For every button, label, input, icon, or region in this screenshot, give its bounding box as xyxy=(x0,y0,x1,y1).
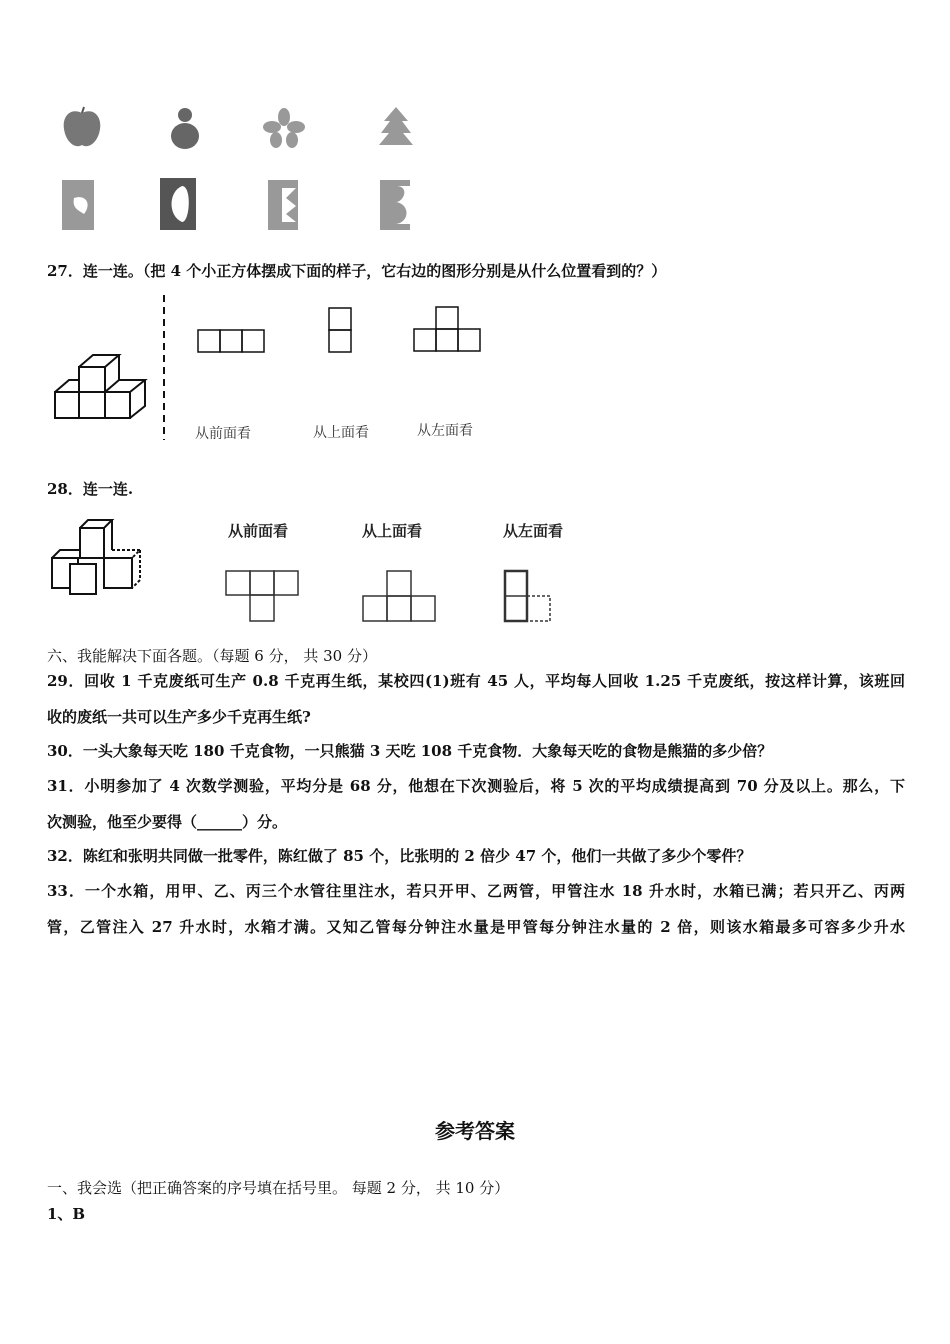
view-front-28 xyxy=(226,571,302,623)
cutout-moon-icon xyxy=(160,178,196,230)
cube-stack-figure-28 xyxy=(52,520,147,596)
view-left-28 xyxy=(505,571,555,623)
cutout-wave-icon xyxy=(380,180,410,230)
dashed-divider xyxy=(162,295,166,440)
question-31-line-2: 次测验，他至少要得（______）分。 xyxy=(47,813,288,831)
cube-stack-figure-27 xyxy=(55,352,150,424)
view-three-in-row xyxy=(198,330,266,354)
question-33-line-1: 33．一个水箱，用甲、乙、丙三个水管往里注水，若只开甲、乙两管，甲管注水 18 升水时，水箱已满；若只开乙、丙两 xyxy=(47,882,905,900)
label-top-view-27: 从上面看 xyxy=(313,425,369,441)
question-29-line-1: 29．回收 1 千克废纸可生产 0.8 千克再生纸，某校四(1)班有 45 人，平均每人回收 1.25 千克废纸，按这样计算，该班回 xyxy=(47,672,905,690)
question-30: 30．一头大象每天吃 180 千克食物，一只熊猫 3 天吃 108 千克食物．大象每天吃的食物是熊猫的多少倍？ xyxy=(47,742,773,760)
view-t-shape xyxy=(414,307,482,353)
label-front-view-28: 从前面看 xyxy=(228,522,289,540)
answer-1: 1、B xyxy=(47,1205,86,1223)
tree-icon xyxy=(378,105,414,150)
question-28: 28．连一连. xyxy=(47,480,134,498)
question-31-line-1: 31．小明参加了 4 次数学测验，平均分是 68 分，他想在下次测验后，将 5 次的平均成绩提高到 70 分及以上。那么，下 xyxy=(47,777,905,795)
question-29-line-2: 收的废纸一共可以生产多少千克再生纸? xyxy=(47,708,311,726)
label-front-view-27: 从前面看 xyxy=(195,426,251,442)
view-top-28 xyxy=(363,571,439,623)
cutout-leaf-icon xyxy=(62,180,94,230)
label-left-view-28: 从左面看 xyxy=(503,522,564,540)
apple-icon xyxy=(60,105,105,150)
answers-section-1-heading: 一、我会选（把正确答案的序号填在括号里。 每题 2 分， 共 10 分） xyxy=(47,1179,510,1197)
label-top-view-28: 从上面看 xyxy=(362,522,423,540)
question-33-line-2: 管，乙管注入 27 升水时，水箱才满。又知乙管每分钟注水量是甲管每分钟注水量的 2 倍，则该水箱最多可容多少升水 xyxy=(47,918,905,936)
gourd-icon xyxy=(165,103,205,151)
question-32: 32．陈红和张明共同做一批零件，陈红做了 85 个，比张明的 2 倍少 47 个，他们一共做了多少个零件？ xyxy=(47,847,752,865)
answers-title: 参考答案 xyxy=(435,1119,515,1143)
flower-icon xyxy=(263,108,305,148)
cutout-zigzag-icon xyxy=(268,180,298,230)
question-27: 27．连一连。（把 4 个小正方体摆成下面的样子，它右边的图形分别是从什么位置看到的？） xyxy=(47,262,667,280)
view-two-stacked xyxy=(329,308,353,354)
label-left-view-27: 从左面看 xyxy=(417,423,473,439)
section-6-heading: 六、我能解决下面各题。（每题 6 分， 共 30 分） xyxy=(47,647,377,665)
